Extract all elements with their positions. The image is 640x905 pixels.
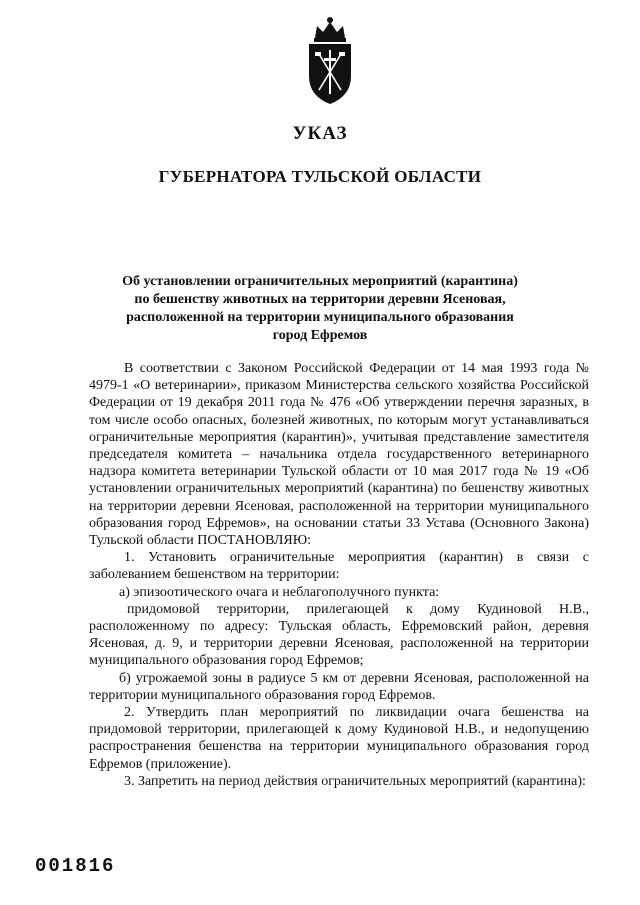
- issuer-title: ГУБЕРНАТОРА ТУЛЬСКОЙ ОБЛАСТИ: [158, 167, 482, 186]
- document-number: 001816: [35, 855, 116, 877]
- item-1a-heading: а) эпизоотического очага и неблагополучного пункта:: [119, 584, 440, 600]
- subject-line: расположенной на территории муниципального образования: [126, 310, 514, 325]
- item-1a-paragraph: придомовой территории, прилегающей к дому Кудиновой Н.В., расположенному по адресу: Тульская область, Ефремовский район, деревня Ясеновая, д. 9, и территории деревни Ясеновая, расположенной на территории муниципального образования город Ефремов;: [89, 601, 589, 669]
- item-2-paragraph: 2. Утвердить план мероприятий по ликвидации очага бешенства на придомовой территории, прилегающей к дому Кудиновой Н.В., и недопущению распространения бешенства на территории муниципального образования город Ефремов (приложение).: [89, 705, 589, 772]
- subject-line: Об установлении ограничительных мероприятий (карантина): [122, 274, 518, 289]
- subject-line: город Ефремов: [272, 328, 368, 343]
- item-1b-paragraph: б) угрожаемой зоны в радиусе 5 км от деревни Ясеновая, расположенной на территории муниципального образования город Ефремов.: [89, 670, 589, 703]
- tula-coat-of-arms-icon: [297, 14, 363, 106]
- doc-body: [89, 360, 589, 790]
- preamble-paragraph: В соответствии с Законом Российской Федерации от 14 мая 1993 года № 4979-1 «О ветеринарии», приказом Министерства сельского хозяйства Российской Федерации от 19 декабря 2011 года № 476 «Об утверждении перечня заразных, в том числе особо опасных, болезней животных, по которым могут устанавливаться ограничительные мероприятия (карантин)», учитывая представление заместителя председателя комитета – начальника отдела государственного ветеринарного надзора комитета ветеринарии Тульской области от 10 мая 2017 года № 19 «Об установлении ограничительных мероприятий (карантина) по бешенству животных на территории деревни Ясеновая, расположенной на территории муниципального образования город Ефремов», на основании статьи 33 Устава (Основного Закона) Тульской области ПОСТАНОВЛЯЮ:: [89, 361, 589, 549]
- doc-subject: [100, 273, 540, 345]
- doc-type-title: УКАЗ: [292, 123, 348, 144]
- item-3-paragraph: 3. Запретить на период действия ограничительных мероприятий (карантина):: [124, 773, 586, 789]
- subject-line: по бешенству животных на территории деревни Ясеновая,: [134, 292, 506, 307]
- item-1-paragraph: 1. Установить ограничительные мероприятия (карантин) в связи с заболеванием бешенством на территории:: [89, 550, 589, 583]
